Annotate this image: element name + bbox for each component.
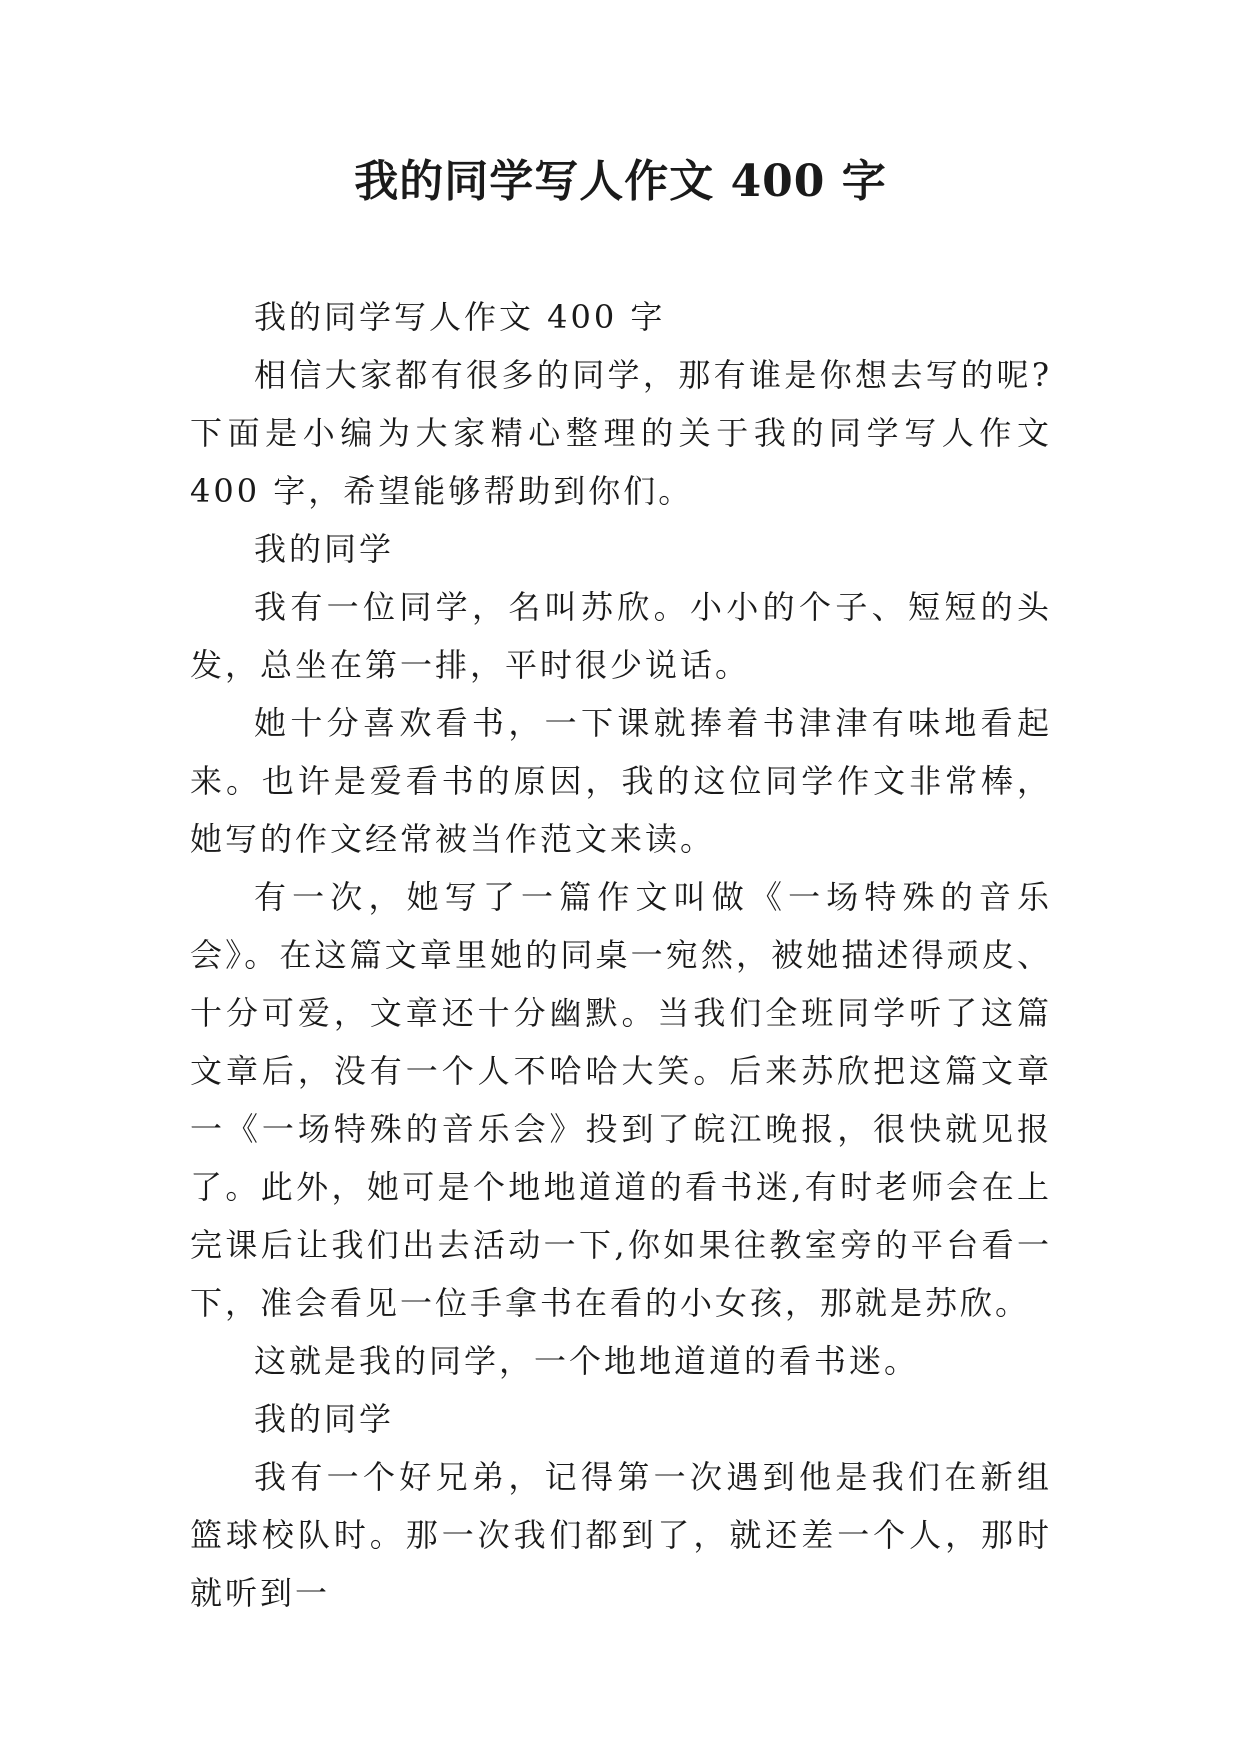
paragraph: 有一次，她写了一篇作文叫做《一场特殊的音乐会》。在这篇文章里她的同桌一宛然，被她描述得顽皮、十分可爱，文章还十分幽默。当我们全班同学听了这篇文章后，没有一个人不哈哈大笑。后来苏欣把这篇文章一《一场特殊的音乐会》投到了皖江晚报，很快就见报了。此外，她可是个地地道道的看书迷,有时老师会在上完课后让我们出去活动一下,你如果往教室旁的平台看一下，准会看见一位手拿书在看的小女孩，那就是苏欣。	[190, 878, 1052, 1322]
paragraph: 我有一个好兄弟，记得第一次遇到他是我们在新组篮球校队时。那一次我们都到了，就还差一个人，那时就听到一	[190, 1458, 1052, 1612]
paragraph-section-heading: 我的同学	[254, 530, 395, 568]
paragraph: 她十分喜欢看书，一下课就捧着书津津有味地看起来。也许是爱看书的原因，我的这位同学作文非常棒，她写的作文经常被当作范文来读。	[190, 704, 1052, 858]
paragraph: 我有一位同学，名叫苏欣。小小的个子、短短的头发，总坐在第一排，平时很少说话。	[190, 588, 1052, 684]
paragraph-subtitle: 我的同学写人作文 400 字	[254, 298, 666, 336]
paragraph-section-heading: 我的同学	[254, 1400, 395, 1438]
paragraph-intro: 相信大家都有很多的同学，那有谁是你想去写的呢?下面是小编为大家精心整理的关于我的同学写人作文 400 字，希望能够帮助到你们。	[190, 356, 1052, 510]
paragraph: 这就是我的同学，一个地地道道的看书迷。	[254, 1342, 920, 1380]
document-title: 我的同学写人作文 400 字	[354, 156, 887, 207]
document-body	[190, 288, 1052, 1622]
